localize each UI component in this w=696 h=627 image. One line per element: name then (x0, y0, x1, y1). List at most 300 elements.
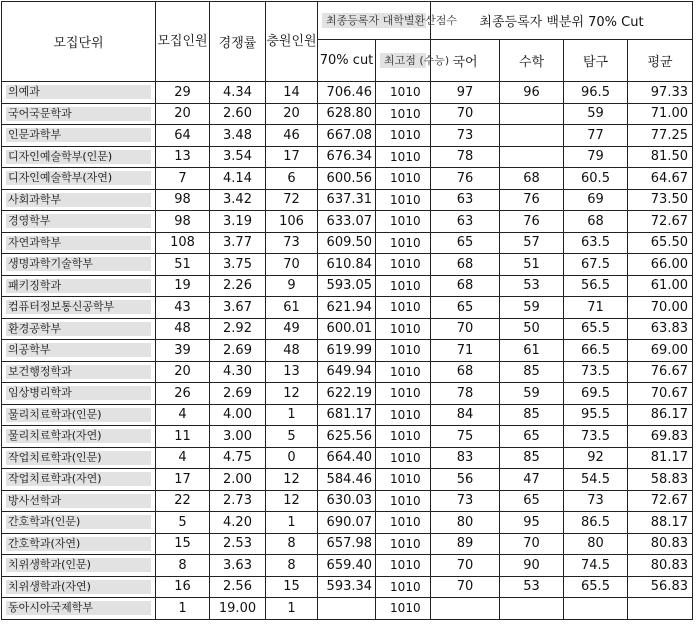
cut70-cell: 593.05 (318, 275, 376, 297)
average-cell: 73.50 (628, 189, 693, 211)
unit-label: 패키징학과 (6, 279, 151, 293)
unit-label: 사회과학부 (6, 193, 151, 207)
quota-cell: 17 (156, 469, 210, 491)
table-row (2, 598, 693, 620)
max-score-cell: 1010 (376, 383, 431, 405)
max-score-cell: 1010 (376, 297, 431, 319)
additional-cell: 13 (266, 361, 318, 383)
quota-cell: 22 (156, 490, 210, 512)
inquiry-cell: 92 (564, 447, 628, 469)
unit-name (2, 189, 156, 211)
cut70-cell: 584.46 (318, 469, 376, 491)
cut70-cell: 690.07 (318, 512, 376, 534)
inquiry-cell: 69 (564, 189, 628, 211)
table-row (2, 383, 693, 405)
max-score-cell: 1010 (376, 146, 431, 168)
header-additional: 충원인원 (266, 2, 318, 82)
average-cell: 97.33 (628, 82, 693, 104)
math-cell: 57 (500, 232, 564, 254)
average-cell: 56.83 (628, 576, 693, 598)
inquiry-cell: 73.5 (564, 426, 628, 448)
max-score-cell: 1010 (376, 232, 431, 254)
competition-cell: 3.54 (210, 146, 266, 168)
additional-cell: 20 (266, 103, 318, 125)
header-korean: 국어 (431, 40, 500, 82)
additional-cell: 17 (266, 146, 318, 168)
unit-name (2, 533, 156, 555)
unit-label: 디자인예술학부(인문) (6, 150, 151, 164)
competition-cell: 3.42 (210, 189, 266, 211)
additional-cell: 72 (266, 189, 318, 211)
max-score-cell: 1010 (376, 189, 431, 211)
inquiry-cell: 63.5 (564, 232, 628, 254)
additional-cell: 14 (266, 82, 318, 104)
cut70-cell: 667.08 (318, 125, 376, 147)
additional-cell: 46 (266, 125, 318, 147)
unit-name (2, 383, 156, 405)
max-score-cell: 1010 (376, 103, 431, 125)
unit-label: 보건행정학과 (6, 365, 151, 379)
table-row (2, 426, 693, 448)
competition-cell: 3.77 (210, 232, 266, 254)
unit-name (2, 512, 156, 534)
cut70-cell: 619.99 (318, 340, 376, 362)
korean-cell: 68 (431, 275, 500, 297)
header-max-score (376, 40, 450, 82)
additional-cell: 1 (266, 512, 318, 534)
table-row (2, 232, 693, 254)
admission-results-table (1, 1, 693, 620)
table-row (2, 168, 693, 190)
cut70-cell: 657.98 (318, 533, 376, 555)
table-row (2, 469, 693, 491)
additional-cell: 5 (266, 426, 318, 448)
additional-cell: 15 (266, 576, 318, 598)
quota-cell: 7 (156, 168, 210, 190)
quota-cell: 16 (156, 576, 210, 598)
quota-cell: 20 (156, 103, 210, 125)
inquiry-cell: 80 (564, 533, 628, 555)
additional-cell: 12 (266, 490, 318, 512)
cut70-cell: 706.46 (318, 82, 376, 104)
math-cell: 59 (500, 383, 564, 405)
math-cell: 65 (500, 490, 564, 512)
additional-cell: 1 (266, 598, 318, 620)
math-cell: 65 (500, 426, 564, 448)
math-cell: 51 (500, 254, 564, 276)
header-cut70: 70% cut (318, 40, 376, 82)
table-row (2, 275, 693, 297)
average-cell: 70.67 (628, 383, 693, 405)
quota-cell: 39 (156, 340, 210, 362)
additional-cell: 6 (266, 168, 318, 190)
korean-cell: 80 (431, 512, 500, 534)
table-row (2, 404, 693, 426)
competition-cell: 4.30 (210, 361, 266, 383)
quota-cell: 1 (156, 598, 210, 620)
max-score-cell: 1010 (376, 340, 431, 362)
unit-name (2, 340, 156, 362)
korean-cell: 75 (431, 426, 500, 448)
table-row (2, 297, 693, 319)
quota-cell: 98 (156, 211, 210, 233)
math-cell: 85 (500, 361, 564, 383)
additional-cell: 61 (266, 297, 318, 319)
average-cell: 63.83 (628, 318, 693, 340)
unit-label: 치위생학과(자연) (6, 580, 151, 594)
quota-cell: 43 (156, 297, 210, 319)
average-cell: 64.67 (628, 168, 693, 190)
cut70-cell: 593.34 (318, 576, 376, 598)
math-cell (500, 125, 564, 147)
korean-cell: 73 (431, 490, 500, 512)
competition-cell: 2.00 (210, 469, 266, 491)
header-final-reg-group (318, 2, 458, 40)
table-row (2, 103, 693, 125)
cut70-cell: 621.94 (318, 297, 376, 319)
table-row (2, 318, 693, 340)
max-score-cell: 1010 (376, 426, 431, 448)
korean-cell: 97 (431, 82, 500, 104)
korean-cell: 70 (431, 555, 500, 577)
inquiry-cell: 69.5 (564, 383, 628, 405)
max-score-cell: 1010 (376, 211, 431, 233)
quota-cell: 48 (156, 318, 210, 340)
unit-label: 생명과학기술학부 (6, 257, 151, 271)
quota-cell: 11 (156, 426, 210, 448)
competition-cell: 3.67 (210, 297, 266, 319)
table-row (2, 533, 693, 555)
cut70-cell: 600.56 (318, 168, 376, 190)
korean-cell: 70 (431, 576, 500, 598)
korean-cell: 63 (431, 189, 500, 211)
inquiry-cell: 65.5 (564, 576, 628, 598)
korean-cell: 71 (431, 340, 500, 362)
cut70-cell: 664.40 (318, 447, 376, 469)
max-score-cell: 1010 (376, 275, 431, 297)
inquiry-cell: 56.5 (564, 275, 628, 297)
average-cell: 72.67 (628, 490, 693, 512)
math-cell: 50 (500, 318, 564, 340)
average-cell: 81.50 (628, 146, 693, 168)
cut70-cell: 600.01 (318, 318, 376, 340)
inquiry-cell: 71 (564, 297, 628, 319)
table-row (2, 361, 693, 383)
unit-name (2, 426, 156, 448)
average-cell: 72.67 (628, 211, 693, 233)
competition-cell: 4.20 (210, 512, 266, 534)
average-cell: 81.17 (628, 447, 693, 469)
math-cell: 53 (500, 576, 564, 598)
unit-label: 간호학과(자연) (6, 537, 151, 551)
korean-cell: 78 (431, 146, 500, 168)
korean-cell: 68 (431, 254, 500, 276)
competition-cell: 4.00 (210, 404, 266, 426)
table-row (2, 211, 693, 233)
unit-name (2, 232, 156, 254)
unit-name (2, 103, 156, 125)
unit-name (2, 168, 156, 190)
unit-label: 치위생학과(인문) (6, 558, 151, 572)
table-row (2, 490, 693, 512)
average-cell: 70.00 (628, 297, 693, 319)
unit-name (2, 361, 156, 383)
additional-cell: 48 (266, 340, 318, 362)
table-row (2, 555, 693, 577)
quota-cell: 64 (156, 125, 210, 147)
math-cell: 90 (500, 555, 564, 577)
additional-cell: 70 (266, 254, 318, 276)
header-competition: 경쟁률 (210, 2, 266, 82)
competition-cell: 2.69 (210, 383, 266, 405)
unit-label: 방사선학과 (6, 494, 151, 508)
math-cell: 47 (500, 469, 564, 491)
unit-label: 의예과 (6, 85, 151, 99)
average-cell: 65.50 (628, 232, 693, 254)
max-score-cell: 1010 (376, 361, 431, 383)
math-cell (500, 146, 564, 168)
average-cell: 80.83 (628, 533, 693, 555)
average-cell: 69.83 (628, 426, 693, 448)
math-cell: 70 (500, 533, 564, 555)
korean-cell: 70 (431, 103, 500, 125)
cut70-cell: 649.94 (318, 361, 376, 383)
average-cell: 66.00 (628, 254, 693, 276)
max-score-cell: 1010 (376, 404, 431, 426)
korean-cell: 63 (431, 211, 500, 233)
average-cell: 58.83 (628, 469, 693, 491)
korean-cell: 84 (431, 404, 500, 426)
quota-cell: 5 (156, 512, 210, 534)
max-score-cell: 1010 (376, 469, 431, 491)
unit-name (2, 125, 156, 147)
unit-label: 환경공학부 (6, 322, 151, 336)
unit-label: 의공학부 (6, 343, 151, 357)
unit-label: 디자인예술학부(자연) (6, 171, 151, 185)
additional-cell: 8 (266, 555, 318, 577)
average-cell: 71.00 (628, 103, 693, 125)
max-score-cell: 1010 (376, 555, 431, 577)
math-cell: 85 (500, 404, 564, 426)
header-percentile-group: 최종등록자 백분위 70% Cut (431, 2, 693, 40)
korean-cell: 73 (431, 125, 500, 147)
quota-cell: 98 (156, 189, 210, 211)
korean-cell: 65 (431, 232, 500, 254)
max-score-cell: 1010 (376, 598, 431, 620)
unit-label: 작업치료학과(자연) (6, 472, 151, 486)
quota-cell: 8 (156, 555, 210, 577)
inquiry-cell: 86.5 (564, 512, 628, 534)
max-score-cell: 1010 (376, 82, 431, 104)
table-row (2, 340, 693, 362)
inquiry-cell: 67.5 (564, 254, 628, 276)
cut70-cell: 622.19 (318, 383, 376, 405)
header-final-reg-label: 최종등록자 대학별환산점수 (322, 13, 426, 28)
unit-name (2, 82, 156, 104)
cut70-cell: 610.84 (318, 254, 376, 276)
math-cell: 76 (500, 189, 564, 211)
unit-name (2, 576, 156, 598)
competition-cell: 2.56 (210, 576, 266, 598)
quota-cell: 108 (156, 232, 210, 254)
quota-cell: 15 (156, 533, 210, 555)
korean-cell: 68 (431, 361, 500, 383)
inquiry-cell: 73 (564, 490, 628, 512)
average-cell: 69.00 (628, 340, 693, 362)
quota-cell: 26 (156, 383, 210, 405)
competition-cell: 4.75 (210, 447, 266, 469)
cut70-cell (318, 598, 376, 620)
unit-name (2, 211, 156, 233)
unit-name (2, 275, 156, 297)
math-cell: 85 (500, 447, 564, 469)
header-average: 평균 (628, 40, 693, 82)
quota-cell: 19 (156, 275, 210, 297)
cut70-cell: 625.56 (318, 426, 376, 448)
korean-cell (431, 598, 500, 620)
inquiry-cell: 96.5 (564, 82, 628, 104)
header-quota: 모집인원 (156, 2, 210, 82)
inquiry-cell: 73.5 (564, 361, 628, 383)
quota-cell: 13 (156, 146, 210, 168)
inquiry-cell: 54.5 (564, 469, 628, 491)
additional-cell: 8 (266, 533, 318, 555)
unit-name (2, 469, 156, 491)
cut70-cell: 676.34 (318, 146, 376, 168)
average-cell: 76.67 (628, 361, 693, 383)
quota-cell: 51 (156, 254, 210, 276)
unit-label: 컴퓨터정보통신공학부 (6, 300, 151, 314)
unit-label: 임상병리학과 (6, 386, 151, 400)
header-unit: 모집단위 (2, 2, 156, 82)
additional-cell: 12 (266, 469, 318, 491)
average-cell: 80.83 (628, 555, 693, 577)
average-cell (628, 598, 693, 620)
competition-cell: 4.14 (210, 168, 266, 190)
korean-cell: 70 (431, 318, 500, 340)
competition-cell: 3.00 (210, 426, 266, 448)
table-body (2, 82, 693, 620)
additional-cell: 73 (266, 232, 318, 254)
additional-cell: 0 (266, 447, 318, 469)
competition-cell: 4.34 (210, 82, 266, 104)
unit-name (2, 598, 156, 620)
inquiry-cell: 77 (564, 125, 628, 147)
unit-label: 동아시아국제학부 (6, 601, 151, 615)
max-score-cell: 1010 (376, 125, 431, 147)
korean-cell: 56 (431, 469, 500, 491)
max-score-cell: 1010 (376, 318, 431, 340)
inquiry-cell: 74.5 (564, 555, 628, 577)
competition-cell: 2.53 (210, 533, 266, 555)
cut70-cell: 659.40 (318, 555, 376, 577)
unit-name (2, 254, 156, 276)
max-score-cell: 1010 (376, 576, 431, 598)
korean-cell: 89 (431, 533, 500, 555)
average-cell: 61.00 (628, 275, 693, 297)
additional-cell: 9 (266, 275, 318, 297)
math-cell: 68 (500, 168, 564, 190)
unit-label: 물리치료학과(자연) (6, 429, 151, 443)
korean-cell: 65 (431, 297, 500, 319)
unit-name (2, 447, 156, 469)
additional-cell: 1 (266, 404, 318, 426)
competition-cell: 2.26 (210, 275, 266, 297)
competition-cell: 2.92 (210, 318, 266, 340)
competition-cell: 3.75 (210, 254, 266, 276)
average-cell: 88.17 (628, 512, 693, 534)
max-score-cell: 1010 (376, 254, 431, 276)
math-cell: 53 (500, 275, 564, 297)
korean-cell: 76 (431, 168, 500, 190)
quota-cell: 20 (156, 361, 210, 383)
math-cell: 96 (500, 82, 564, 104)
table-row (2, 254, 693, 276)
table-row (2, 576, 693, 598)
quota-cell: 4 (156, 447, 210, 469)
inquiry-cell: 65.5 (564, 318, 628, 340)
math-cell (500, 598, 564, 620)
competition-cell: 3.48 (210, 125, 266, 147)
header-inquiry: 탐구 (564, 40, 628, 82)
math-cell: 95 (500, 512, 564, 534)
competition-cell: 3.63 (210, 555, 266, 577)
unit-name (2, 297, 156, 319)
additional-cell: 106 (266, 211, 318, 233)
unit-label: 자연과학부 (6, 236, 151, 250)
math-cell (500, 103, 564, 125)
table-row (2, 189, 693, 211)
unit-name (2, 555, 156, 577)
table-row (2, 512, 693, 534)
unit-label: 작업치료학과(인문) (6, 451, 151, 465)
inquiry-cell: 66.5 (564, 340, 628, 362)
max-score-cell: 1010 (376, 168, 431, 190)
inquiry-cell: 68 (564, 211, 628, 233)
quota-cell: 29 (156, 82, 210, 104)
unit-label: 국어국문학과 (6, 107, 151, 121)
cut70-cell: 630.03 (318, 490, 376, 512)
inquiry-cell (564, 598, 628, 620)
cut70-cell: 609.50 (318, 232, 376, 254)
cut70-cell: 633.07 (318, 211, 376, 233)
table-row (2, 146, 693, 168)
competition-cell: 2.60 (210, 103, 266, 125)
unit-label: 간호학과(인문) (6, 515, 151, 529)
unit-name (2, 404, 156, 426)
average-cell: 77.25 (628, 125, 693, 147)
unit-label: 경영학부 (6, 214, 151, 228)
math-cell: 76 (500, 211, 564, 233)
inquiry-cell: 60.5 (564, 168, 628, 190)
unit-name (2, 146, 156, 168)
inquiry-cell: 95.5 (564, 404, 628, 426)
unit-name (2, 490, 156, 512)
table-row (2, 447, 693, 469)
unit-label: 물리치료학과(인문) (6, 408, 151, 422)
cut70-cell: 637.31 (318, 189, 376, 211)
unit-name (2, 318, 156, 340)
competition-cell: 2.69 (210, 340, 266, 362)
header-max-score-label: 최고점 (수능) (380, 53, 426, 68)
korean-cell: 78 (431, 383, 500, 405)
average-cell: 86.17 (628, 404, 693, 426)
max-score-cell: 1010 (376, 512, 431, 534)
korean-cell: 83 (431, 447, 500, 469)
competition-cell: 3.19 (210, 211, 266, 233)
math-cell: 59 (500, 297, 564, 319)
table-row (2, 82, 693, 104)
